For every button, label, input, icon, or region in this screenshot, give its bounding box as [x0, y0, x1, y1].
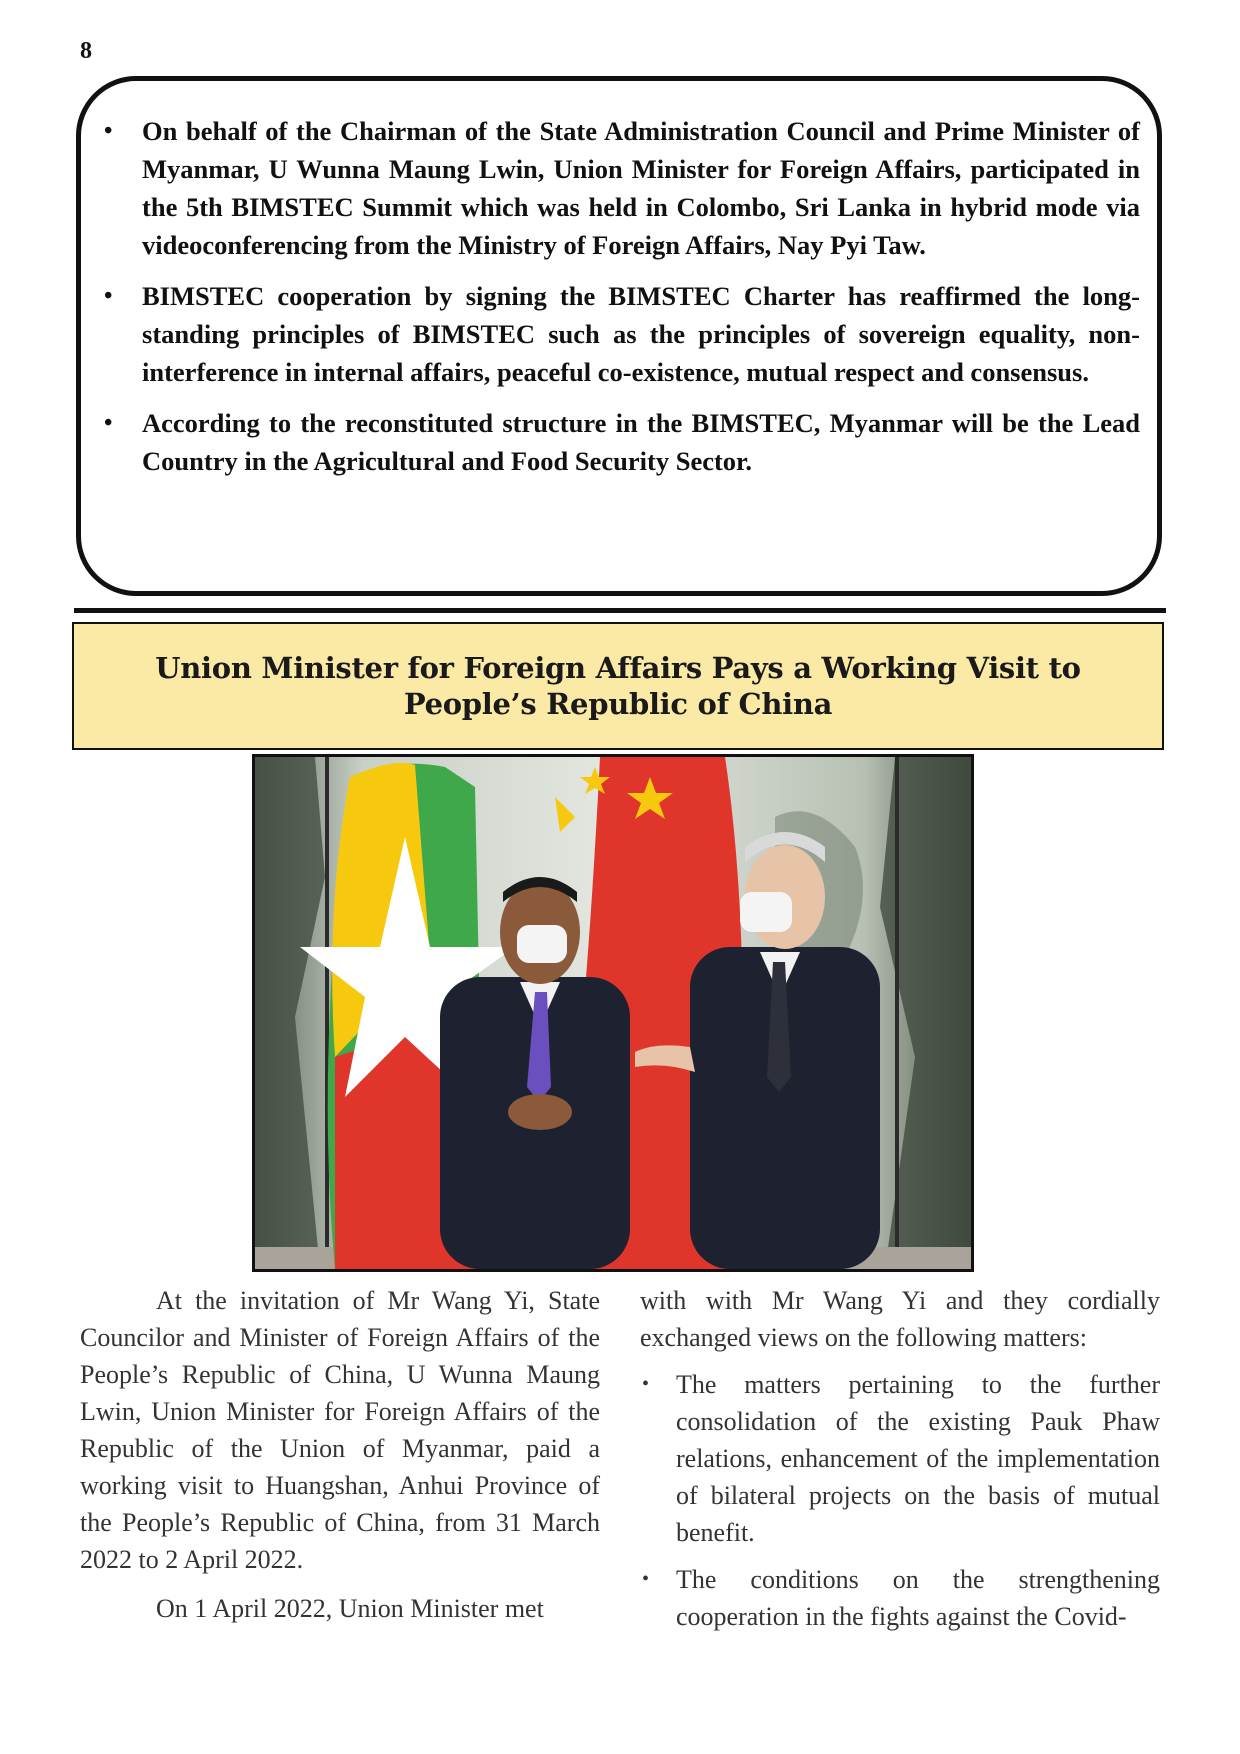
summary-bullet-text: BIMSTEC cooperation by signing the BIMSTEC Charter has reaffirmed the long-standing principles of BIMSTEC such as the principles of sovereign equality, non-interference in internal affairs, peaceful co-existence, mutual respect and consensus.	[142, 281, 1140, 387]
article-photo	[252, 754, 974, 1272]
matters-item-text: The matters pertaining to the further consolidation of the existing Pauk Phaw relations, enhancement of the implementation of bilateral projects on the basis of mutual benefit.	[676, 1370, 1160, 1547]
article-paragraph: with with Mr Wang Yi and they cordially exchanged views on the following matters:	[640, 1286, 1160, 1352]
matters-item	[640, 1561, 1160, 1635]
photo-illustration	[255, 757, 971, 1269]
matters-item-text: The conditions on the strengthening cooperation in the fights against the Covid-	[676, 1565, 1160, 1631]
bullet-icon: •	[104, 118, 113, 144]
bullet-icon: •	[642, 1373, 650, 1395]
summary-bullet-text: On behalf of the Chairman of the State Administration Council and Prime Minister of Myanmar, U Wunna Maung Lwin, Union Minister for Foreign Affairs, participated in the 5th BIMSTEC Summit which was held in Colombo, Sri Lanka in hybrid mode via videoconferencing from the Ministry of Foreign Affairs, Nay Pyi Taw.	[142, 116, 1140, 260]
bullet-icon: •	[642, 1568, 650, 1590]
summary-bullet-text: According to the reconstituted structure in the BIMSTEC, Myanmar will be the Lead Country in the Agricultural and Food Security Sector.	[142, 408, 1140, 476]
summary-bullet	[100, 404, 1140, 480]
matters-item	[640, 1366, 1160, 1551]
bullet-icon: •	[104, 410, 113, 436]
summary-bullet	[100, 112, 1140, 264]
matters-list	[640, 1366, 1160, 1635]
section-divider	[74, 608, 1166, 613]
article-column-left	[80, 1282, 600, 1627]
page-number: 8	[80, 38, 92, 64]
article-headline: Union Minister for Foreign Affairs Pays a Working Visit to People’s Republic of China	[155, 651, 1081, 721]
summary-bullet	[100, 277, 1140, 391]
bullet-icon: •	[104, 283, 113, 309]
article-paragraph: On 1 April 2022, Union Minister met	[156, 1594, 544, 1623]
article-column-right	[640, 1282, 1160, 1645]
article-paragraph: At the invitation of Mr Wang Yi, State Councilor and Minister of Foreign Affairs of the People’s Republic of China, U Wunna Maung Lwin, Union Minister for Foreign Affairs of the Republic of the Union of Myanmar, paid a working visit to Huangshan, Anhui Province of the People’s Republic of China, from 31 March 2022 to 2 April 2022.	[80, 1286, 600, 1574]
headline-box	[72, 622, 1164, 750]
summary-list	[100, 112, 1140, 493]
